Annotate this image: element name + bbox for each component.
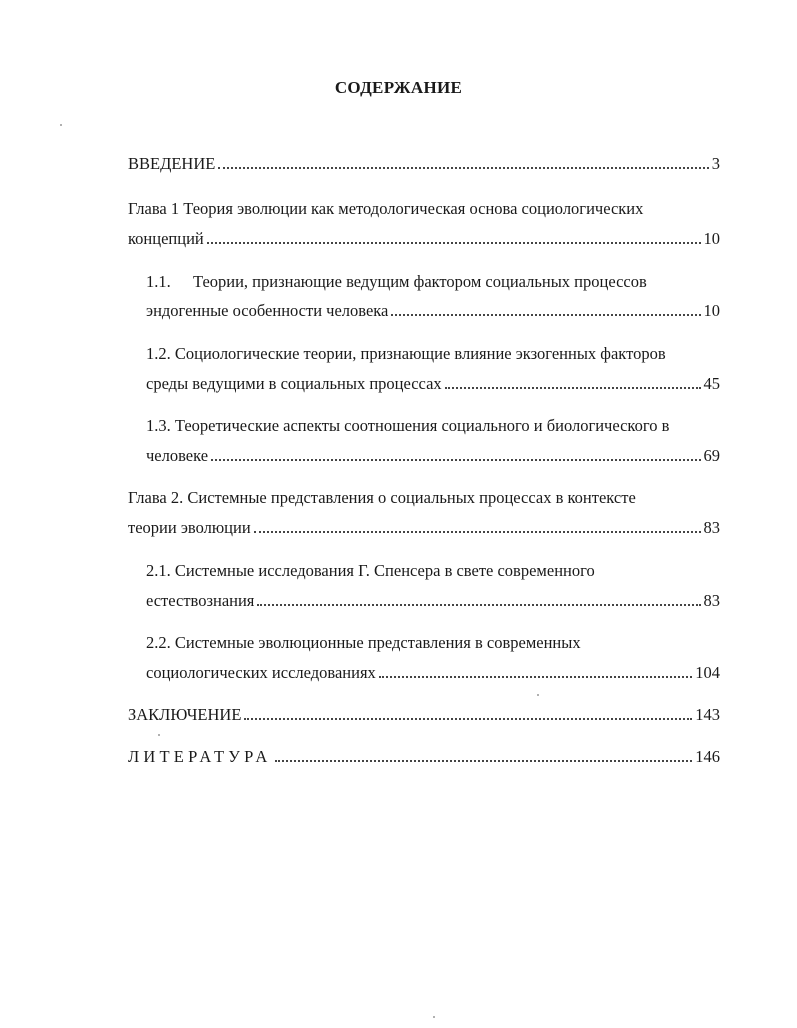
toc-page-number: 83 <box>703 518 720 537</box>
toc-section-title: Теории, признающие ведущим фактором социальных процессов <box>193 272 647 291</box>
toc-entry-section-1-3[interactable] <box>146 446 720 466</box>
toc-entry-section-1-2[interactable] <box>146 374 720 394</box>
toc-entry-literature[interactable] <box>128 747 720 767</box>
dot-leader <box>379 675 692 678</box>
dot-leader <box>275 759 693 762</box>
toc-chapter-2-line1: Глава 2. Системные представления о социальных процессах в контексте <box>128 488 636 507</box>
toc-page-number: 146 <box>695 747 720 766</box>
toc-entry-label: ВВЕДЕНИЕ <box>128 154 216 173</box>
toc-section-1-1-line1 <box>146 272 647 292</box>
scan-speck <box>433 1016 435 1018</box>
toc-section-1-2-line1: 1.2. Социологические теории, признающие влияние экзогенных факторов <box>146 344 666 363</box>
toc-entry-label: теории эволюции <box>128 518 251 537</box>
toc-entry-chapter-1[interactable] <box>128 229 720 249</box>
dot-leader <box>391 313 700 316</box>
toc-entry-conclusion[interactable] <box>128 705 720 725</box>
dot-leader <box>254 530 701 533</box>
toc-entry-label: естествознания <box>146 591 255 610</box>
scan-speck <box>60 124 62 126</box>
toc-entry-section-1-1[interactable] <box>146 301 720 321</box>
dot-leader <box>218 166 708 169</box>
dot-leader <box>211 458 700 461</box>
dot-leader <box>207 241 701 244</box>
scan-speck <box>537 694 539 696</box>
dot-leader <box>257 603 700 606</box>
toc-page-number: 45 <box>703 374 720 393</box>
toc-section-1-3-line1: 1.3. Теоретические аспекты соотношения социального и биологического в <box>146 416 670 435</box>
toc-page-number: 83 <box>703 591 720 610</box>
toc-page-number: 69 <box>703 446 720 465</box>
toc-entry-section-2-2[interactable] <box>146 663 720 683</box>
toc-section-2-1-line1: 2.1. Системные исследования Г. Спенсера в свете современного <box>146 561 595 580</box>
toc-page-number: 143 <box>695 705 720 724</box>
toc-section-number: 1.1. <box>146 272 171 291</box>
dot-leader <box>244 717 692 720</box>
toc-entry-section-2-1[interactable] <box>146 591 720 611</box>
toc-entry-label: концепций <box>128 229 204 248</box>
toc-entry-label: среды ведущими в социальных процессах <box>146 374 442 393</box>
toc-entry-label: ЗАКЛЮЧЕНИЕ <box>128 705 242 724</box>
toc-entry-label: социологических исследованиях <box>146 663 376 682</box>
toc-entry-chapter-2[interactable] <box>128 518 720 538</box>
toc-chapter-1-line1: Глава 1 Теория эволюции как методологическая основа социологических <box>128 199 644 218</box>
toc-entry-introduction[interactable] <box>128 154 720 174</box>
toc-page-number: 3 <box>711 154 720 173</box>
toc-section-2-2-line1: 2.2. Системные эволюционные представления в современных <box>146 633 581 652</box>
toc-entry-label: ЛИТЕРАТУРА <box>128 747 272 766</box>
page-title: СОДЕРЖАНИЕ <box>334 78 463 97</box>
dot-leader <box>445 386 701 389</box>
toc-entry-label: эндогенные особенности человека <box>146 301 389 320</box>
scan-speck <box>158 734 160 736</box>
toc-page-number: 104 <box>695 663 720 682</box>
toc-entry-label: человеке <box>146 446 209 465</box>
toc-page-number: 10 <box>703 229 720 248</box>
toc-page-number: 10 <box>703 301 720 320</box>
